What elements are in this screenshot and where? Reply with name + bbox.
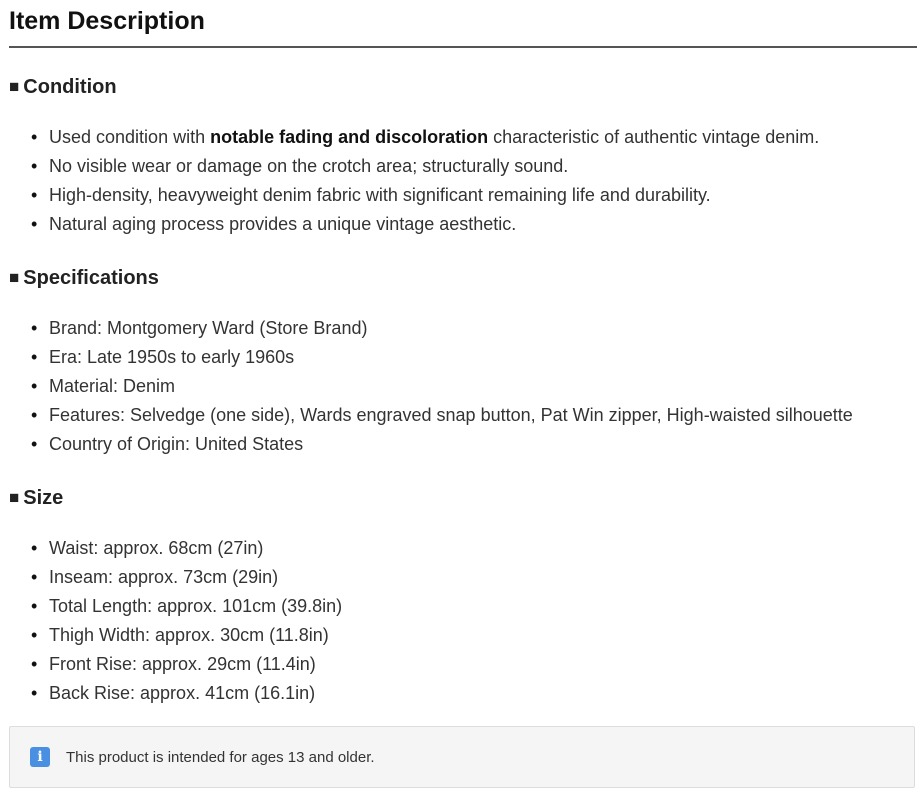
list-item bbox=[9, 679, 917, 708]
list-item bbox=[9, 563, 917, 592]
size-list bbox=[9, 534, 917, 708]
title-divider bbox=[9, 46, 917, 48]
bullet-icon: • bbox=[31, 318, 38, 338]
page-title: Item Description bbox=[9, 7, 205, 35]
bullet-icon: • bbox=[31, 567, 38, 587]
list-item-text: No visible wear or damage on the crotch area; structurally sound. bbox=[49, 156, 569, 176]
list-item bbox=[9, 343, 917, 372]
bullet-icon: • bbox=[31, 127, 38, 147]
list-item-text: Waist: approx. 68cm (27in) bbox=[49, 538, 264, 558]
list-item-text: Inseam: approx. 73cm (29in) bbox=[49, 567, 279, 587]
bullet-icon: • bbox=[31, 347, 38, 367]
list-item bbox=[9, 650, 917, 679]
bullet-icon: • bbox=[31, 596, 38, 616]
bullet-icon: • bbox=[31, 405, 38, 425]
item-description-panel bbox=[9, 0, 917, 766]
list-item-text: Natural aging process provides a unique vintage aesthetic. bbox=[49, 214, 517, 234]
list-item-text: Used condition with bbox=[49, 127, 211, 147]
specifications-list bbox=[9, 314, 917, 459]
list-item bbox=[9, 534, 917, 563]
bullet-icon: • bbox=[31, 434, 38, 454]
bullet-icon: • bbox=[31, 683, 38, 703]
list-item-text: Thigh Width: approx. 30cm (11.8in) bbox=[49, 625, 329, 645]
list-item-text: Features: Selvedge (one side), Wards engraved snap button, Pat Win zipper, High-waisted silhouette bbox=[49, 405, 853, 425]
list-item bbox=[9, 401, 917, 430]
list-item bbox=[9, 372, 917, 401]
list-item-emphasis: notable fading and discoloration bbox=[210, 127, 489, 147]
list-item bbox=[9, 181, 917, 210]
bullet-icon: • bbox=[31, 625, 38, 645]
list-item bbox=[9, 621, 917, 650]
bullet-icon: • bbox=[31, 185, 38, 205]
bullet-icon: • bbox=[31, 376, 38, 396]
list-item bbox=[9, 123, 917, 152]
list-item-text: Brand: Montgomery Ward (Store Brand) bbox=[49, 318, 368, 338]
notice-text: This product is intended for ages 13 and older. bbox=[66, 748, 375, 766]
age-notice bbox=[9, 726, 915, 788]
section-heading-condition bbox=[9, 73, 917, 101]
bullet-icon: • bbox=[31, 538, 38, 558]
list-item bbox=[9, 152, 917, 181]
list-item bbox=[9, 430, 917, 459]
list-item-text: Total Length: approx. 101cm (39.8in) bbox=[49, 596, 343, 616]
list-item-text: Country of Origin: United States bbox=[49, 434, 304, 454]
section-heading-specifications bbox=[9, 264, 917, 292]
section-heading-label: Condition bbox=[23, 76, 117, 98]
bullet-icon: • bbox=[31, 654, 38, 674]
list-item-text: High-density, heavyweight denim fabric with significant remaining life and durability. bbox=[49, 185, 711, 205]
list-item-text: characteristic of authentic vintage denim. bbox=[488, 127, 820, 147]
square-marker-icon: ■ bbox=[9, 268, 20, 287]
list-item bbox=[9, 592, 917, 621]
list-item-text: Material: Denim bbox=[49, 376, 176, 396]
list-item-text: Back Rise: approx. 41cm (16.1in) bbox=[49, 683, 316, 703]
section-heading-size bbox=[9, 484, 917, 512]
square-marker-icon: ■ bbox=[9, 77, 20, 96]
list-item bbox=[9, 314, 917, 343]
condition-list bbox=[9, 123, 917, 239]
list-item bbox=[9, 210, 917, 239]
section-heading-label: Size bbox=[23, 487, 64, 509]
list-item-text: Front Rise: approx. 29cm (11.4in) bbox=[49, 654, 316, 674]
info-icon: i bbox=[30, 747, 50, 767]
bullet-icon: • bbox=[31, 214, 38, 234]
square-marker-icon: ■ bbox=[9, 488, 20, 507]
list-item-text: Era: Late 1950s to early 1960s bbox=[49, 347, 295, 367]
bullet-icon: • bbox=[31, 156, 38, 176]
section-heading-label: Specifications bbox=[23, 267, 159, 289]
